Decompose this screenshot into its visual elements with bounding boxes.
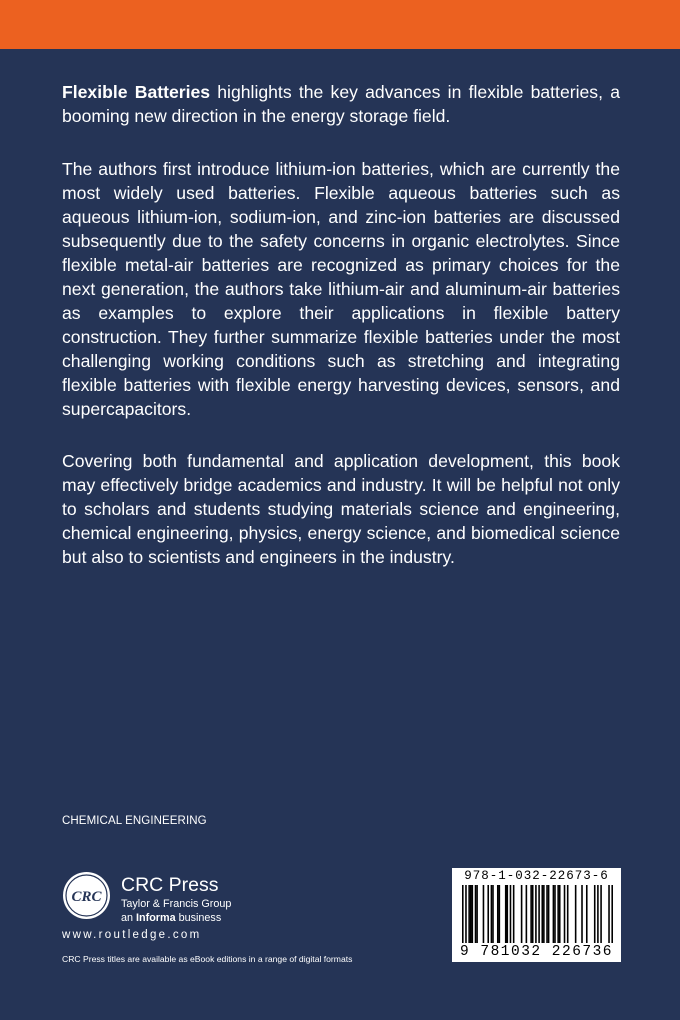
barcode-bar xyxy=(530,885,532,943)
isbn-digits: 9 781032 226736 xyxy=(459,944,614,960)
barcode-bar xyxy=(543,885,545,943)
barcode-bar xyxy=(557,885,559,943)
blurb-paragraph-3: Covering both fundamental and application development, this book may effectively bridge academics and industry. It will be helpful not only to scholars and students studying materials science and engineering, chemical engineering, physics, energy science, and biomedical science but also to scientists and engineers in the industry. xyxy=(62,451,620,567)
barcode-bar xyxy=(475,885,477,943)
barcode-bar xyxy=(597,885,599,943)
barcode-bar xyxy=(553,885,555,943)
barcode-bar xyxy=(513,885,515,943)
barcode-bar xyxy=(487,885,489,943)
barcode-bar xyxy=(499,885,501,943)
barcode-bar xyxy=(564,885,566,943)
barcode-bar xyxy=(507,885,509,943)
barcode-bar xyxy=(472,885,474,943)
barcode-bar xyxy=(567,885,569,943)
barcode-bar xyxy=(476,885,478,943)
barcode-bar xyxy=(521,885,523,943)
barcode-bar xyxy=(541,885,543,943)
barcode-bar xyxy=(497,885,499,943)
crc-logo-text: CRC xyxy=(71,889,102,905)
publisher-name: CRC Press xyxy=(121,874,219,896)
ebook-availability-note: CRC Press titles are available as eBook editions in a range of digital formats xyxy=(62,954,353,964)
publisher-website[interactable]: www.routledge.com xyxy=(62,929,202,941)
publisher-informa-line: an Informa business xyxy=(121,912,222,924)
top-color-band xyxy=(0,0,680,49)
barcode-bar xyxy=(594,885,596,943)
publisher-group: Taylor & Francis Group xyxy=(121,898,232,910)
isbn-barcode xyxy=(452,868,621,962)
subject-category: CHEMICAL ENGINEERING xyxy=(62,815,207,827)
barcode-bar xyxy=(575,885,577,943)
barcode-bar xyxy=(559,885,561,943)
barcode-bar xyxy=(548,885,550,943)
barcode-bar xyxy=(470,885,472,943)
barcode-bar xyxy=(510,885,512,943)
barcode-bar xyxy=(505,885,507,943)
barcode-bar xyxy=(581,885,583,943)
blurb-paragraph-1: Flexible Batteries highlights the key advances in flexible batteries, a booming new direction in the energy storage field. xyxy=(62,82,620,126)
barcode-bar xyxy=(554,885,556,943)
barcode-bars xyxy=(462,885,613,943)
barcode-bar xyxy=(535,885,537,943)
isbn-hyphenated: 978-1-032-22673-6 xyxy=(464,869,609,883)
back-cover-blurb xyxy=(62,80,620,594)
barcode-bar xyxy=(483,885,485,943)
barcode-bar xyxy=(492,885,494,943)
barcode-bar xyxy=(600,885,602,943)
barcode-bar xyxy=(532,885,534,943)
barcode-bar xyxy=(465,885,467,943)
barcode-bar xyxy=(526,885,528,943)
book-title-inline: Flexible Batteries xyxy=(62,82,211,102)
barcode-bar xyxy=(586,885,588,943)
crc-logo-icon xyxy=(62,871,111,920)
barcode-bar xyxy=(608,885,610,943)
barcode-bar xyxy=(611,885,613,943)
blurb-paragraph-2: The authors first introduce lithium-ion batteries, which are currently the most widely used batteries. Flexible aqueous batteries such as aqueous lithium-ion, sodium-ion, and zinc-ion batteries are discussed subsequently due to the safety concerns in organic electrolytes. Since flexible metal-air batteries are recognized as primary choices for the next generation, the authors take lithium-air and aluminum-air batteries as examples to explore their applications in flexible battery construction. They further summarize flexible batteries under the most challenging working conditions such as stretching and integrating flexible batteries with flexible energy harvesting devices, sensors, and supercapacitors. xyxy=(62,159,620,419)
barcode-bar xyxy=(538,885,540,943)
barcode-bar xyxy=(546,885,548,943)
barcode-bar xyxy=(462,885,464,943)
barcode-bar xyxy=(491,885,493,943)
barcode-bar xyxy=(468,885,470,943)
